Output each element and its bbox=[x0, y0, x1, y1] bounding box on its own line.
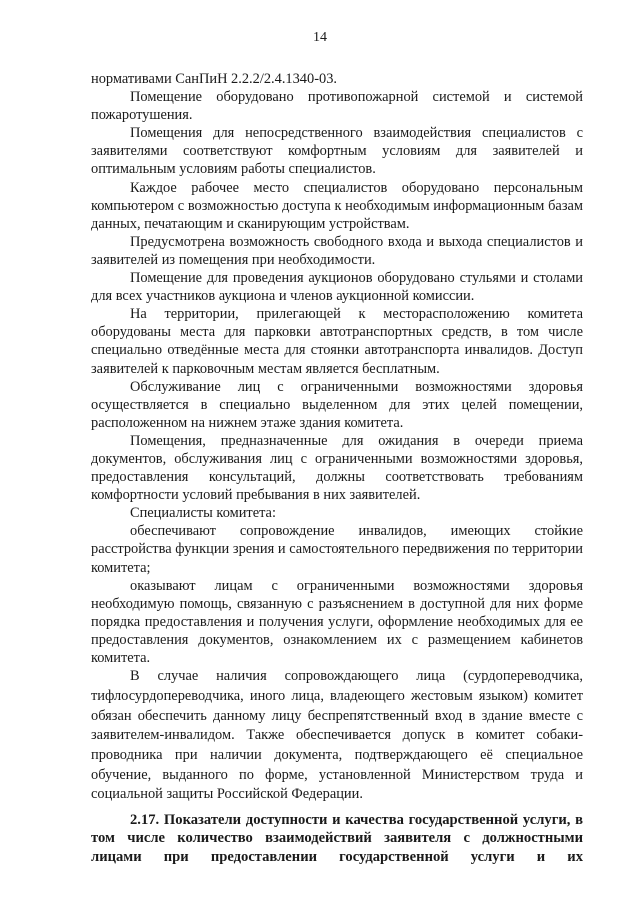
paragraph-specialists-intro: Специалисты комитета: bbox=[130, 505, 276, 522]
paragraph-disabled-service: Обслуживание лиц с ограниченными возможностями здоровья осуществляется в специально выделенном для этих целей помещении, расположенном на нижнем этаже здания комитета. bbox=[91, 378, 583, 431]
paragraph-free-entry: Предусмотрена возможность свободного входа и выхода специалистов и заявителей из помещения при необходимости. bbox=[91, 233, 583, 268]
paragraph-sanpin: нормативами СанПиН 2.2.2/2.4.1340-03. bbox=[91, 71, 337, 87]
paragraph-fire-protection: Помещение оборудовано противопожарной системой и системой пожаротушения. bbox=[91, 89, 583, 124]
page-number: 14 bbox=[313, 30, 327, 45]
paragraph-workplace-equipment: Каждое рабочее место специалистов оборудовано персональным компьютером с возможностью доступа к необходимым информационным базам данных, печатающим и сканирующим устройствам. bbox=[91, 179, 583, 232]
paragraph-auction-room: Помещение для проведения аукционов оборудовано стульями и столами для всех участников аукциона и членов аукционной комиссии. bbox=[91, 270, 583, 305]
paragraph-interaction-rooms: Помещения для непосредственного взаимодействия специалистов с заявителями соответствуют комфортным условиям для заявителей и оптимальным условиям работы специалистов. bbox=[91, 125, 583, 178]
document-body bbox=[91, 70, 583, 866]
paragraph-interpreter: В случае наличия сопровождающего лица (сурдопереводчика, тифлосурдопереводчика, иного лица, владеющего жестовым языком) комитет обязан обеспечить данному лицу беспрепятственный вход в здание вместе с заявителем-инвалидом. Также обеспечивается допуск в комитет собаки-проводника при наличии документа, подтверждающего её специальное обучение, выданного по форме, установленной Министерством труда и социальной защиты Российской Федерации. bbox=[91, 668, 583, 803]
paragraph-parking: На территории, прилегающей к месторасположению комитета оборудованы места для парковки автотранспортных средств, в том числе специально отведённые места для стоянки автотранспорта инвалидов. Доступ заявителей к парковочным местам является бесплатным. bbox=[91, 306, 583, 377]
section-heading-2-17: 2.17. Показатели доступности и качества государственной услуги, в том числе количество взаимодействий заявителя с должностными лицами при предоставлении государственной услуги и их bbox=[91, 812, 583, 865]
paragraph-waiting-rooms: Помещения, предназначенные для ожидания в очереди приема документов, обслуживания лиц с ограниченными возможностями здоровья, предоставления консультаций, должны соответствовать требованиям комфортности условий пребывания в них заявителей. bbox=[91, 432, 583, 504]
paragraph-escort: обеспечивают сопровождение инвалидов, имеющих стойкие расстройства функции зрения и самостоятельного передвижения по территории комитета; bbox=[91, 523, 583, 576]
paragraph-assistance: оказывают лицам с ограниченными возможностями здоровья необходимую помощь, связанную с разъяснением в доступной для них форме порядка предоставления и получения услуги, оформление необходимых для ее предоставления документов, ознакомлением их с размещением кабинетов комитета. bbox=[91, 577, 583, 666]
